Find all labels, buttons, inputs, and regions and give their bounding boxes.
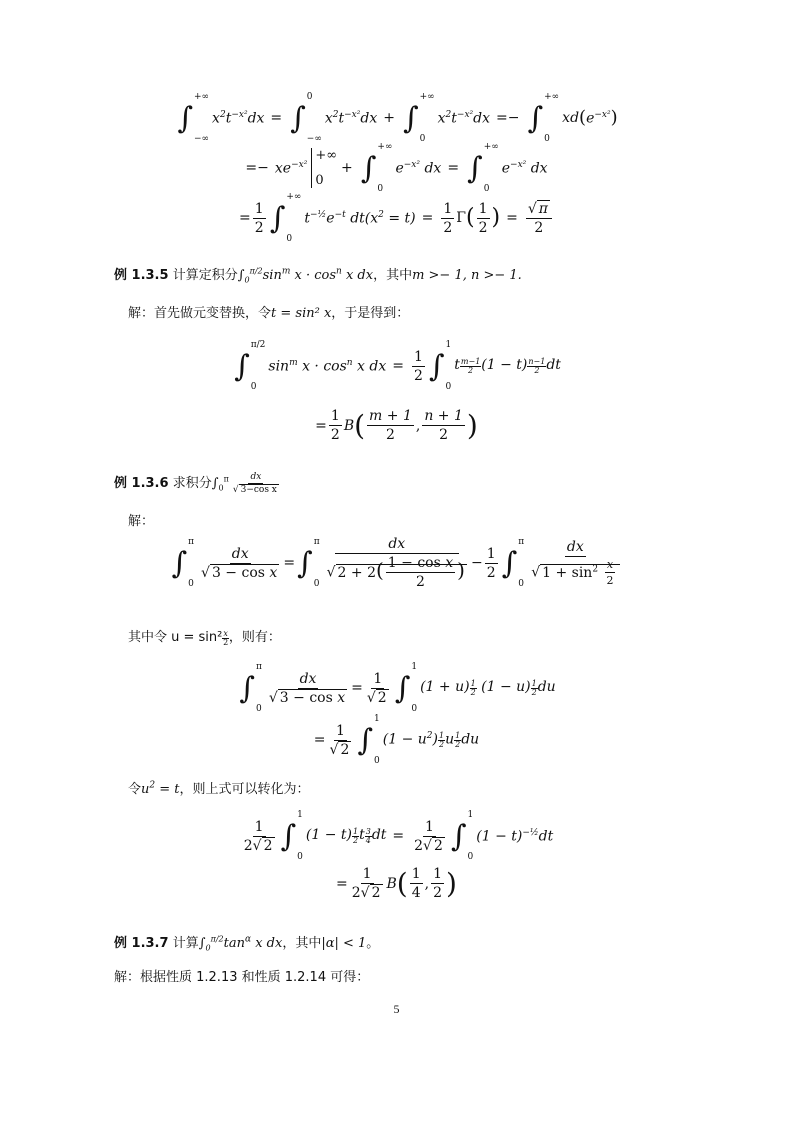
equation-5: = $\frac{1}{2}$ B ( $\frac{m + 1}{2}$ , $\frac{n + 1}{2}$ ) <box>315 408 478 443</box>
example-1-3-6-solution-label: 解： <box>128 514 155 529</box>
equation-6: ∫ π 0 $\frac{dx}{\text{√ 3 − cos x}}$ = ∫ π 0 dx √ 2 + 2( $\frac{\text{1 − cos x}}{2}$ ) − $\frac{1}{2}$ ∫ π 0 dx √ $1 + \sin^2$ $\frac{x}{2}$ <box>0 536 793 590</box>
example-1-3-6-substitution-2: 令$u^2 = t$，则上式可以转化为： <box>128 780 310 797</box>
equation-9: $\frac{1}{2√ 2}$ ∫ 1 0 (1 − t) $\frac{1}{2}$ t $\frac{3}{4}$ dt = $\frac{1}{2√ 2}$ ∫ 1 0 $(1 - t)^{-\frac{1}{2}}dt$ <box>243 810 554 862</box>
equation-1: ∫ +∞ −∞ $x^2t^{-x^2}dx$ = ∫ 0 −∞ $x^2t^{-x^2}dx$ + ∫ +∞ 0 $x^2t^{-x^2}dx$ =− ∫ +∞ 0 xd ( $e^{-x^2}$ ) <box>177 92 618 144</box>
equation-2: =− $xe^{-x^2}$ +∞ 0 + ∫ +∞ 0 $e^{-x^2}$ dx = ∫ +∞ 0 $e^{-x^2}$ dx <box>245 142 548 194</box>
page-number: 5 <box>393 1002 400 1016</box>
example-1-3-6-substitution: 其中令 u = sin² $\frac{x}{2}$ ，则有： <box>128 628 281 647</box>
equation-7: ∫ π 0 $\frac{dx}{\text{√ 3 − cos x}}$ = $\frac{1}{√ 2}$ ∫ 1 0 (1 + u) $\frac{1}{2}$ (1 − u) $\frac{1}{2}$ du <box>239 662 556 714</box>
example-1-3-6-statement: 例 1.3.6 求积分$\int_0^\pi$ $\frac{dx}{\text{√ 3−cos x}}$ <box>114 472 277 495</box>
equation-8: = $\frac{1}{√ 2}$ ∫ 1 0 $(1 - u^2)$ $\frac{1}{2}$ u $\frac{1}{2}$ du <box>313 714 480 766</box>
example-1-3-7-statement: 例 1.3.7 计算$\int_0^{\pi/2}\tan^\alpha$ x dx，其中|α| < 1。 <box>114 934 380 953</box>
example-1-3-5-solution-intro: 解：首先做元变替换，令t = sin² x，于是得到： <box>128 306 410 321</box>
equation-10: = $\frac{1}{2√ 2}$ B ( $\frac{1}{4}$ , $\frac{1}{2}$ ) <box>336 866 457 901</box>
example-1-3-7-solution: 解：根据性质 1.2.13 和性质 1.2.14 可得： <box>114 970 370 985</box>
equation-3: = $\frac{1}{2}$ ∫ +∞ 0 $t^{-\frac{1}{2}}e^{-t}$ $dt(x^2 = t)$ = $\frac{1}{2}$ Γ ( $\frac{1}{2}$ ) = $\frac{√ \pi}{2}$ <box>0 196 793 240</box>
equation-4: ∫ π/2 0 $\sin^m x \cdot \cos^n x$ dx = $\frac{1}{2}$ ∫ 1 0 t $\frac{m-1}{2}$ (1 − t) $\frac{n-1}{2}$ dt <box>234 340 561 392</box>
example-1-3-5-statement: 例 1.3.5 计算定积分$\int_0^{\pi/2}\sin^m$ $x \cdot \cos^n x$ dx，其中m >− 1, n >− 1. <box>114 266 522 285</box>
